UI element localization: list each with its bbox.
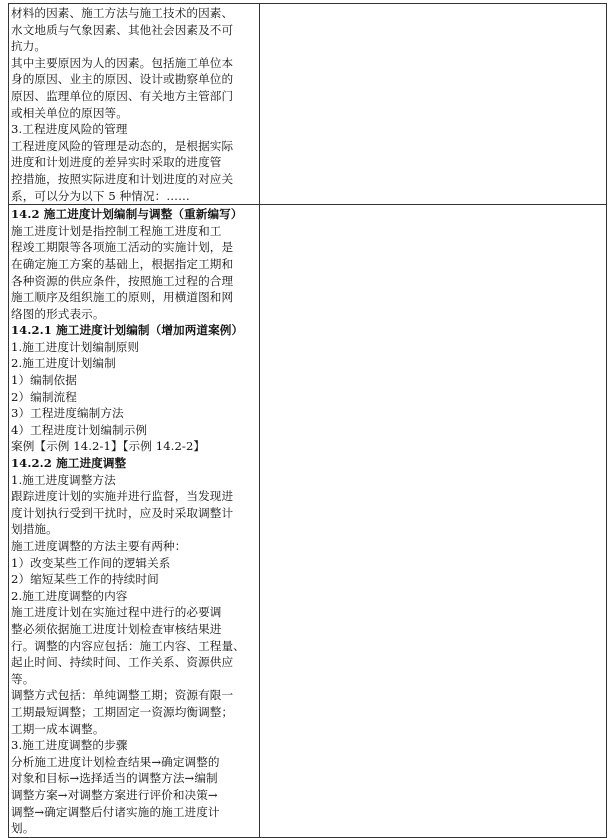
text-line: 络图的形式表示。	[11, 306, 105, 321]
section-heading: 14.2.2 施工进度调整	[11, 456, 127, 471]
text-line: 案例【示例 14.2-1】【示例 14.2-2】	[11, 439, 206, 454]
text-line: 其中主要原因为人的因素。包括施工单位本	[11, 55, 234, 70]
section-heading: 14.2 施工进度计划编制与调整（重新编写）	[11, 207, 243, 222]
text-line: 2.施工进度计划编制	[11, 356, 116, 371]
text-line: 抗力。	[11, 39, 47, 54]
text-line: 等。	[11, 671, 35, 686]
right-cell	[260, 4, 607, 205]
left-cell	[9, 205, 260, 838]
text-line: 在确定施工方案的基础上，根据指定工期和	[11, 256, 234, 271]
text-line: 控措施，按照实际进度和计划进度的对应关	[11, 171, 234, 186]
text-line: 2）缩短某些工作的持续时间	[11, 572, 159, 587]
table-row	[9, 205, 607, 838]
text-line: 整必须依据施工进度计划检查审核结果进	[11, 621, 222, 636]
text-line: 2.施工进度调整的内容	[11, 588, 128, 603]
text-line: 材料的因素、施工方法与施工技术的因素、	[11, 6, 234, 20]
text-line: 3）工程进度编制方法	[11, 406, 124, 421]
text-line: 对象和目标→选择适当的调整方法→编制	[11, 771, 218, 786]
text-line: 划。	[11, 821, 35, 836]
text-line: 施工进度计划在实施过程中进行的必要调	[11, 605, 222, 620]
text-line: 1.施工进度调整方法	[11, 472, 116, 487]
text-line: 工期最短调整；工期固定一资源均衡调整；	[11, 704, 234, 719]
text-line: 跟踪进度计划的实施并进行监督，当发现进	[11, 489, 234, 504]
content-table	[8, 3, 607, 838]
text-line: 分析施工进度计划检查结果→确定调整的	[11, 754, 220, 769]
text-line: 程竣工期限等各项施工活动的实施计划，是	[11, 240, 234, 255]
text-line: 3.工程进度风险的管理	[11, 122, 128, 137]
text-line: 4）工程进度计划编制示例	[11, 422, 148, 437]
text-line: 进度和计划进度的差异实时采取的进度管	[11, 155, 222, 170]
text-line: 原因、监理单位的原因、有关地方主管部门	[11, 88, 234, 103]
text-line: 2）编制流程	[11, 389, 77, 404]
text-line: 行。调整的内容应包括：施工内容、工程量、	[11, 638, 245, 653]
text-line: 或相关单位的原因等。	[11, 105, 128, 120]
text-line: 工程进度风险的管理是动态的，是根据实际	[11, 138, 234, 153]
table-row	[9, 4, 607, 205]
text-line: 划措施。	[11, 522, 58, 537]
text-line: 3.施工进度调整的步骤	[11, 738, 128, 753]
text-line: 工期一成本调整。	[11, 721, 105, 736]
text-line: 施工进度计划是指控制工程施工进度和工	[11, 223, 222, 238]
text-line: 1）改变某些工作间的逻辑关系	[11, 555, 171, 570]
text-line: 1）编制依据	[11, 373, 77, 388]
right-cell	[260, 205, 607, 838]
text-line: 施工进度调整的方法主要有两种：	[11, 539, 187, 553]
text-line: 各种资源的供应条件，按照施工过程的合理	[11, 273, 234, 288]
text-line: 调整方案→对调整方案进行评价和决策→	[11, 787, 218, 802]
text-line: 度计划执行受到干扰时，应及时采取调整计	[11, 505, 234, 520]
document-page	[8, 3, 607, 836]
left-cell	[9, 4, 260, 205]
text-line: 起止时间、持续时间、工作关系、资源供应	[11, 655, 234, 670]
text-line: 调整→确定调整后付诸实施的施工进度计	[11, 804, 220, 819]
text-line: 调整方式包括：单纯调整工期；资源有限一	[11, 688, 234, 703]
text-line: 施工顺序及组织施工的原则，用横道图和网	[11, 290, 234, 305]
text-line: 水文地质与气象因素、其他社会因素及不可	[11, 22, 234, 37]
text-line: 身的原因、业主的原因、设计或勘察单位的	[11, 72, 234, 87]
text-line: 1.施工进度计划编制原则	[11, 339, 140, 354]
text-line: 系，可以分为以下 5 种情况：……	[11, 188, 190, 203]
section-heading: 14.2.1 施工进度计划编制（增加两道案例）	[11, 323, 244, 338]
